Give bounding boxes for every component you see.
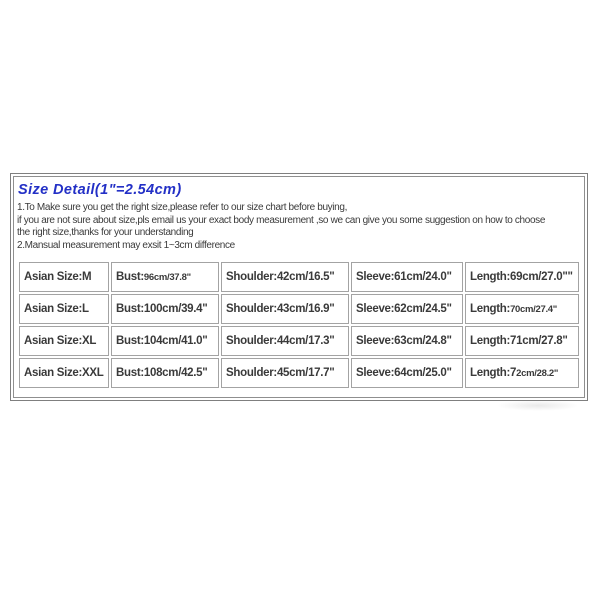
size-table <box>17 260 581 390</box>
measurement-cell <box>111 326 219 356</box>
cell-text: Shoulder:45cm/17.7" <box>226 367 335 379</box>
table-row <box>19 358 579 388</box>
cell-text: Length:69cm/27.0"" <box>470 271 573 283</box>
shadow-smudge <box>497 400 579 411</box>
measurement-cell <box>351 262 463 292</box>
cell-text: Length:71cm/27.8" <box>470 335 568 347</box>
cell-text: 2cm/28.2" <box>516 368 559 379</box>
cell-text: Bust:108cm/42.5" <box>116 367 208 379</box>
cell-text: Asian Size:XL <box>24 335 97 347</box>
measurement-cell <box>465 262 579 292</box>
note-line: if you are not sure about size,pls email us your exact body measurement ,so we can give you some suggestion on how to choose <box>17 214 546 226</box>
size-chart-panel-inner <box>13 176 585 398</box>
note-line: the right size,thanks for your understanding <box>17 227 194 238</box>
cell-text: Sleeve:61cm/24.0" <box>356 271 452 283</box>
cell-text: Sleeve:64cm/25.0" <box>356 367 452 379</box>
cell-text: Asian Size:XXL <box>24 367 104 379</box>
cell-text: 96cm/37.8" <box>143 272 191 283</box>
cell-text: 70cm/27.4" <box>510 304 557 315</box>
cell-text: Sleeve:62cm/24.5" <box>356 303 452 315</box>
table-row <box>19 262 579 292</box>
sizing-notes <box>17 202 584 252</box>
cell-text: Sleeve:63cm/24.8" <box>356 335 452 347</box>
cell-text: Asian Size:M <box>24 271 92 283</box>
note-line: 1.To Make sure you get the right size,please refer to our size chart before buying, <box>17 202 348 213</box>
cell-text: Shoulder:42cm/16.5" <box>226 271 335 283</box>
measurement-cell <box>221 326 349 356</box>
size-chart-panel <box>10 173 588 401</box>
measurement-cell <box>111 358 219 388</box>
cell-text: Asian Size:L <box>24 303 89 315</box>
cell-text: Bust:100cm/39.4" <box>116 303 208 315</box>
table-row <box>19 294 579 324</box>
size-label-cell <box>19 262 109 292</box>
measurement-cell <box>221 358 349 388</box>
measurement-cell <box>111 262 219 292</box>
cell-text: Length:7 <box>470 367 517 379</box>
measurement-cell <box>351 358 463 388</box>
table-row <box>19 326 579 356</box>
size-label-cell <box>19 294 109 324</box>
cell-text: Bust: <box>116 271 144 283</box>
cell-text: Bust:104cm/41.0" <box>116 335 208 347</box>
measurement-cell <box>351 326 463 356</box>
cell-text: Shoulder:43cm/16.9" <box>226 303 335 315</box>
page-title: Size Detail(1"=2.54cm) <box>18 182 182 198</box>
note-line: 2.Mansual measurement may exsit 1~3cm difference <box>17 239 235 251</box>
measurement-cell <box>221 294 349 324</box>
measurement-cell <box>111 294 219 324</box>
size-label-cell <box>19 358 109 388</box>
size-label-cell <box>19 326 109 356</box>
measurement-cell <box>465 358 579 388</box>
measurement-cell <box>221 262 349 292</box>
measurement-cell <box>465 294 579 324</box>
measurement-cell <box>465 326 579 356</box>
cell-text: Shoulder:44cm/17.3" <box>226 335 335 347</box>
cell-text: Length: <box>470 303 511 315</box>
measurement-cell <box>351 294 463 324</box>
